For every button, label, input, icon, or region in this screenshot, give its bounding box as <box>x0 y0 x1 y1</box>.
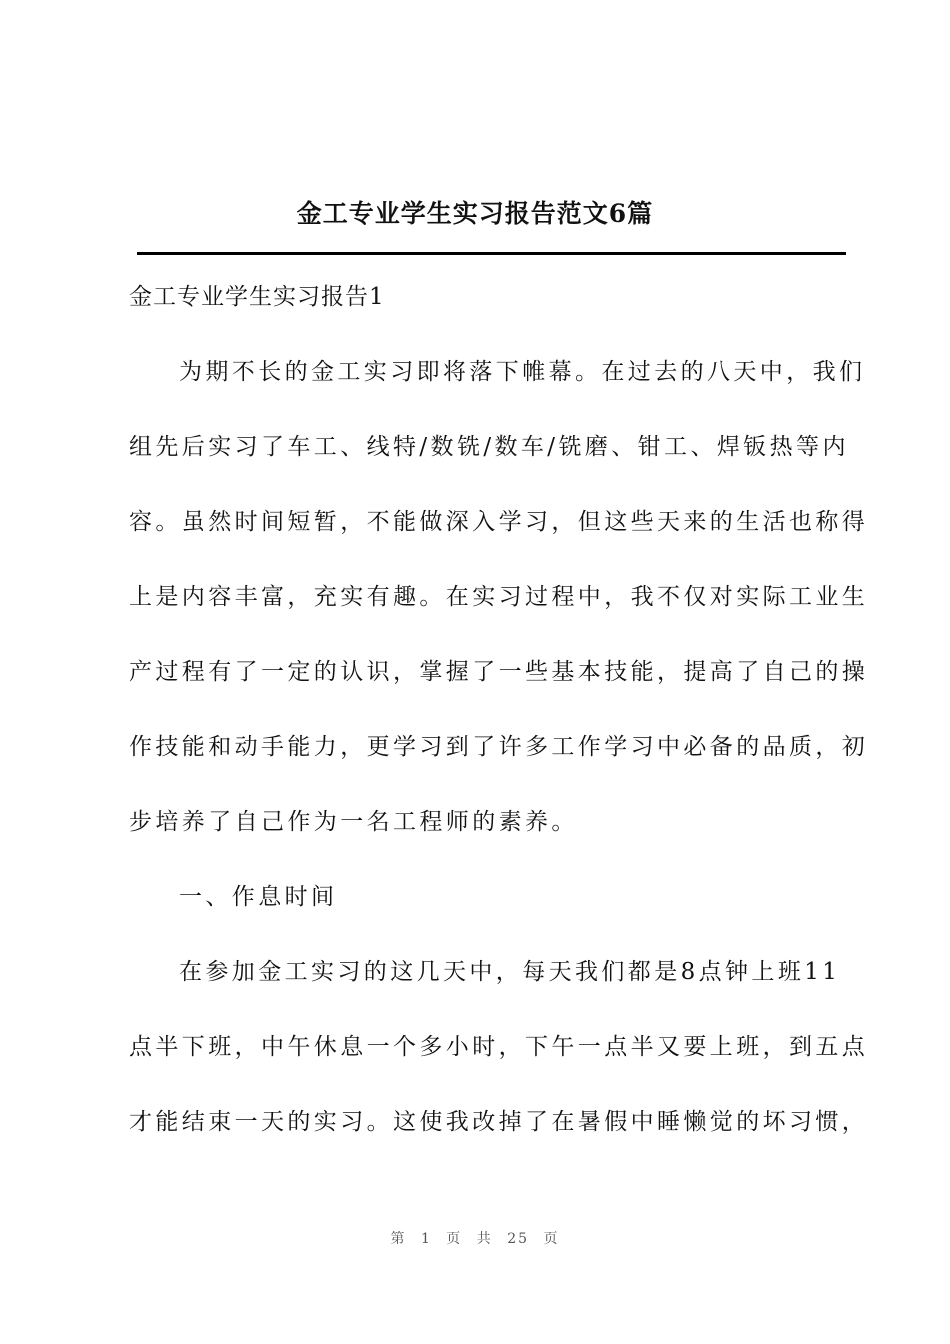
paragraph-line: 步培养了自己作为一名工程师的素养。 <box>129 809 578 835</box>
page-footer: 第 1 页 共 25 页 <box>390 1231 560 1247</box>
document-title: 金工专业学生实习报告范文6篇 <box>296 199 654 228</box>
paragraph-line: 作技能和动手能力，更学习到了许多工作学习中必备的品质，初 <box>129 734 869 760</box>
paragraph-line: 产过程有了一定的认识，掌握了一些基本技能，提高了自己的操 <box>129 659 869 685</box>
paragraph-line: 点半下班，中午休息一个多小时，下午一点半又要上班，到五点 <box>129 1034 869 1060</box>
document-body <box>129 273 869 1173</box>
paragraph-line: 为期不长的金工实习即将落下帷幕。在过去的八天中，我们 <box>179 359 866 385</box>
subsection-heading: 一、作息时间 <box>179 884 338 910</box>
title-underline-rule <box>137 252 846 255</box>
section-heading: 金工专业学生实习报告1 <box>129 284 385 310</box>
paragraph-line: 上是内容丰富，充实有趣。在实习过程中，我不仅对实际工业生 <box>129 584 869 610</box>
paragraph-line: 在参加金工实习的这几天中，每天我们都是8点钟上班11 <box>179 959 841 985</box>
paragraph-line: 才能结束一天的实习。这使我改掉了在暑假中睡懒觉的坏习惯， <box>129 1109 869 1135</box>
paragraph-line: 容。虽然时间短暂，不能做深入学习，但这些天来的生活也称得 <box>129 509 869 535</box>
paragraph-line: 组先后实习了车工、线特/数铣/数车/铣磨、钳工、焊钣热等内 <box>129 434 849 460</box>
